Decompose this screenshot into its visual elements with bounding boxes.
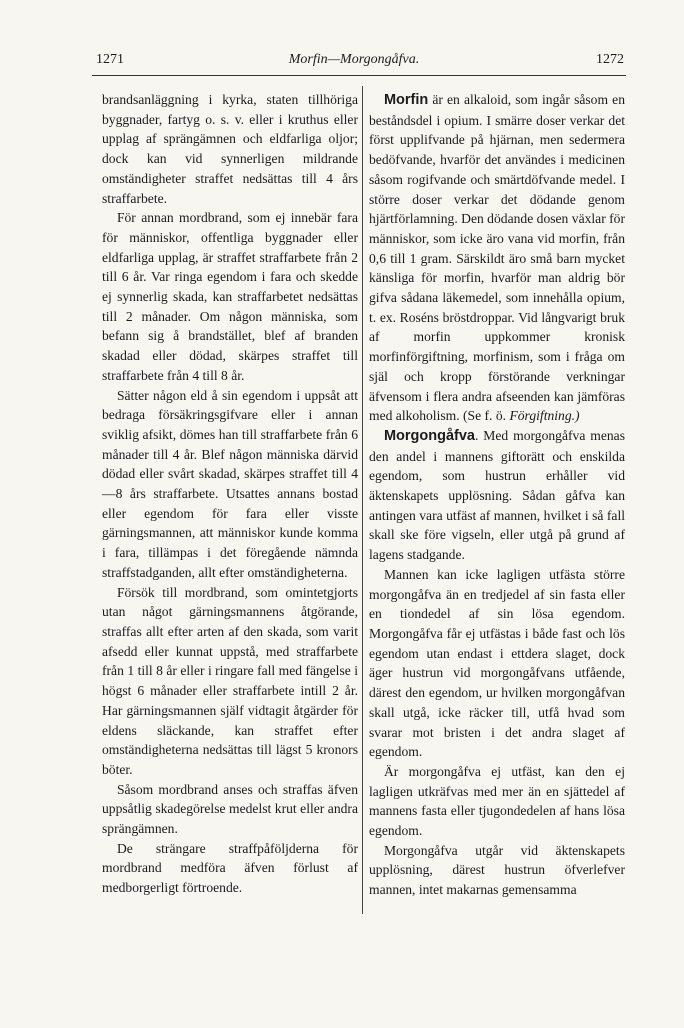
paragraph: Mannen kan icke lagligen utfästa större morgongåfva än en tredjedel af sin fasta eller en tiondedel af sin lösa egendom. Morgongåfva får ej utfästas i både fast och lös egendom utan endast i ettdera slaget, dock äger hustrun vid morgongåfvans utfående, därest den egendom, ur hvilken morgongåfvan skall utgå, icke räcker till, utfå hvad som svarar mot bristen i det andra slaget af egendom. xyxy=(369,566,625,760)
left-column xyxy=(102,90,358,898)
cross-reference: Förgiftning.) xyxy=(509,408,580,424)
running-title: Morfin—Morgongåfva. xyxy=(288,52,420,67)
paragraph: För annan mordbrand, som ej innebär fara för människor, offentliga byggnader eller eldfarliga upplag, är straffet straffarbete från 2 till 6 år. Var ringa egendom i fara och skedde ej synnerlig skada, kan straffarbetet nedsättas till 2 månader. Om någon människa, som befann sig å brandstället, blef af branden skadad eller dödad, skärpes straffet till straffarbete från 4 till 8 år. xyxy=(102,210,358,383)
entry-text: . Med morgongåfva menas den andel i mannens giftorätt och enskilda egendom, som hustrun erhåller vid äktenskapets upplösning. Sådan gåfva kan antingen vara utfäst af mannen, hvilket i så fall skall ske före vigseln, eller utgå på grund af lagens stadgande. xyxy=(369,427,625,563)
paragraph: Sätter någon eld å sin egendom i uppsåt att bedraga försäkringsgifvare eller i annan sviklig afsikt, dömes han till straffarbete från 6 månader till 4 år. Blef någon människa därvid dödad eller svårt skadad, skärpes straffet till 4—8 års straffarbete. Utsattes annans bostad eller egendom för fara eller visste gärningsmannen, att människor kunde komma i fara, tillämpas i det föregående nämnda straffstadganden, allt efter omständigheterna. xyxy=(102,387,358,580)
page-number-right: 1272 xyxy=(596,52,624,67)
paragraph: Morgongåfva utgår vid äktenskapets upplösning, därest hustrun öfverlefver mannen, intet makarnas gemensamma xyxy=(369,842,625,898)
entry-morfin xyxy=(369,90,625,426)
column-divider xyxy=(362,86,363,914)
running-header xyxy=(84,52,624,72)
entry-text: är en alkaloid, som ingår såsom en beståndsdel i opium. I smärre doser verkar det först upplifvande på hjärnan, men sedermera bedöfvande, hvarför det användes i medicinen såsom rogifvande och smärtdöfvande medel. I större doser verkar det dödande genom hjärtförlamning. Den dödande dosen växlar för människor, som icke äro vana vid morfin, från 0,6 till 1 gram. Särskildt äro små barn mycket känsliga för morfin, hvarför man aldrig bör gifva sådana läkemedel, som innehålla opium, t. ex. Roséns bröstdroppar. Vid långvarigt bruk af morfin uppkommer kronisk morfinförgiftning, morfinism, som i fråga om själ och kropp förstörande verkningar äfvensom i flera andra afseenden kan jämföras med alkoholism. (Se f. ö. xyxy=(369,92,625,424)
entry-heading: Morgongåfva xyxy=(383,427,475,444)
entry-morgongafva xyxy=(369,426,625,565)
paragraph: Försök till mordbrand, som omintetgjorts utan något gärningsmannens åtgörande, straffas allt efter arten af den skada, som varit afsedd eller kunnat uppstå, med straffarbete från 1 till 8 år eller i ringare fall med fängelse i högst 6 månader eller straffarbete intill 2 år. Har gärningsmannen själf vidtagit åtgärder för eldens släckande, kan straffet efter omständigheterna nedsättas till lägst 5 kronors böter. xyxy=(102,584,358,777)
paragraph: brandsanläggning i kyrka, staten tillhöriga byggnader, fartyg o. s. v. eller i kruthus eller upplag af sprängämnen och eldfarliga oljor; dock kan vid synnerligen mildrande omständigheter straffet nedsättas till 4 års straffarbete. xyxy=(102,92,358,206)
paragraph: De strängare straffpåföljderna för mordbrand medföra äfven förlust af medborgerligt förtroende. xyxy=(102,840,358,896)
entry-heading: Morfin xyxy=(383,92,429,108)
paragraph: Såsom mordbrand anses och straffas äfven uppsåtlig skadegörelse medelst krut eller andra sprängämnen. xyxy=(102,781,358,837)
page-number-left: 1271 xyxy=(96,52,124,67)
paragraph: Är morgongåfva ej utfäst, kan den ej lagligen utkräfvas med mer än en sjättedel af mannens fasta eller tjugondedelen af hans lösa egendom. xyxy=(369,763,625,839)
right-column xyxy=(369,90,625,900)
header-rule xyxy=(92,75,626,76)
